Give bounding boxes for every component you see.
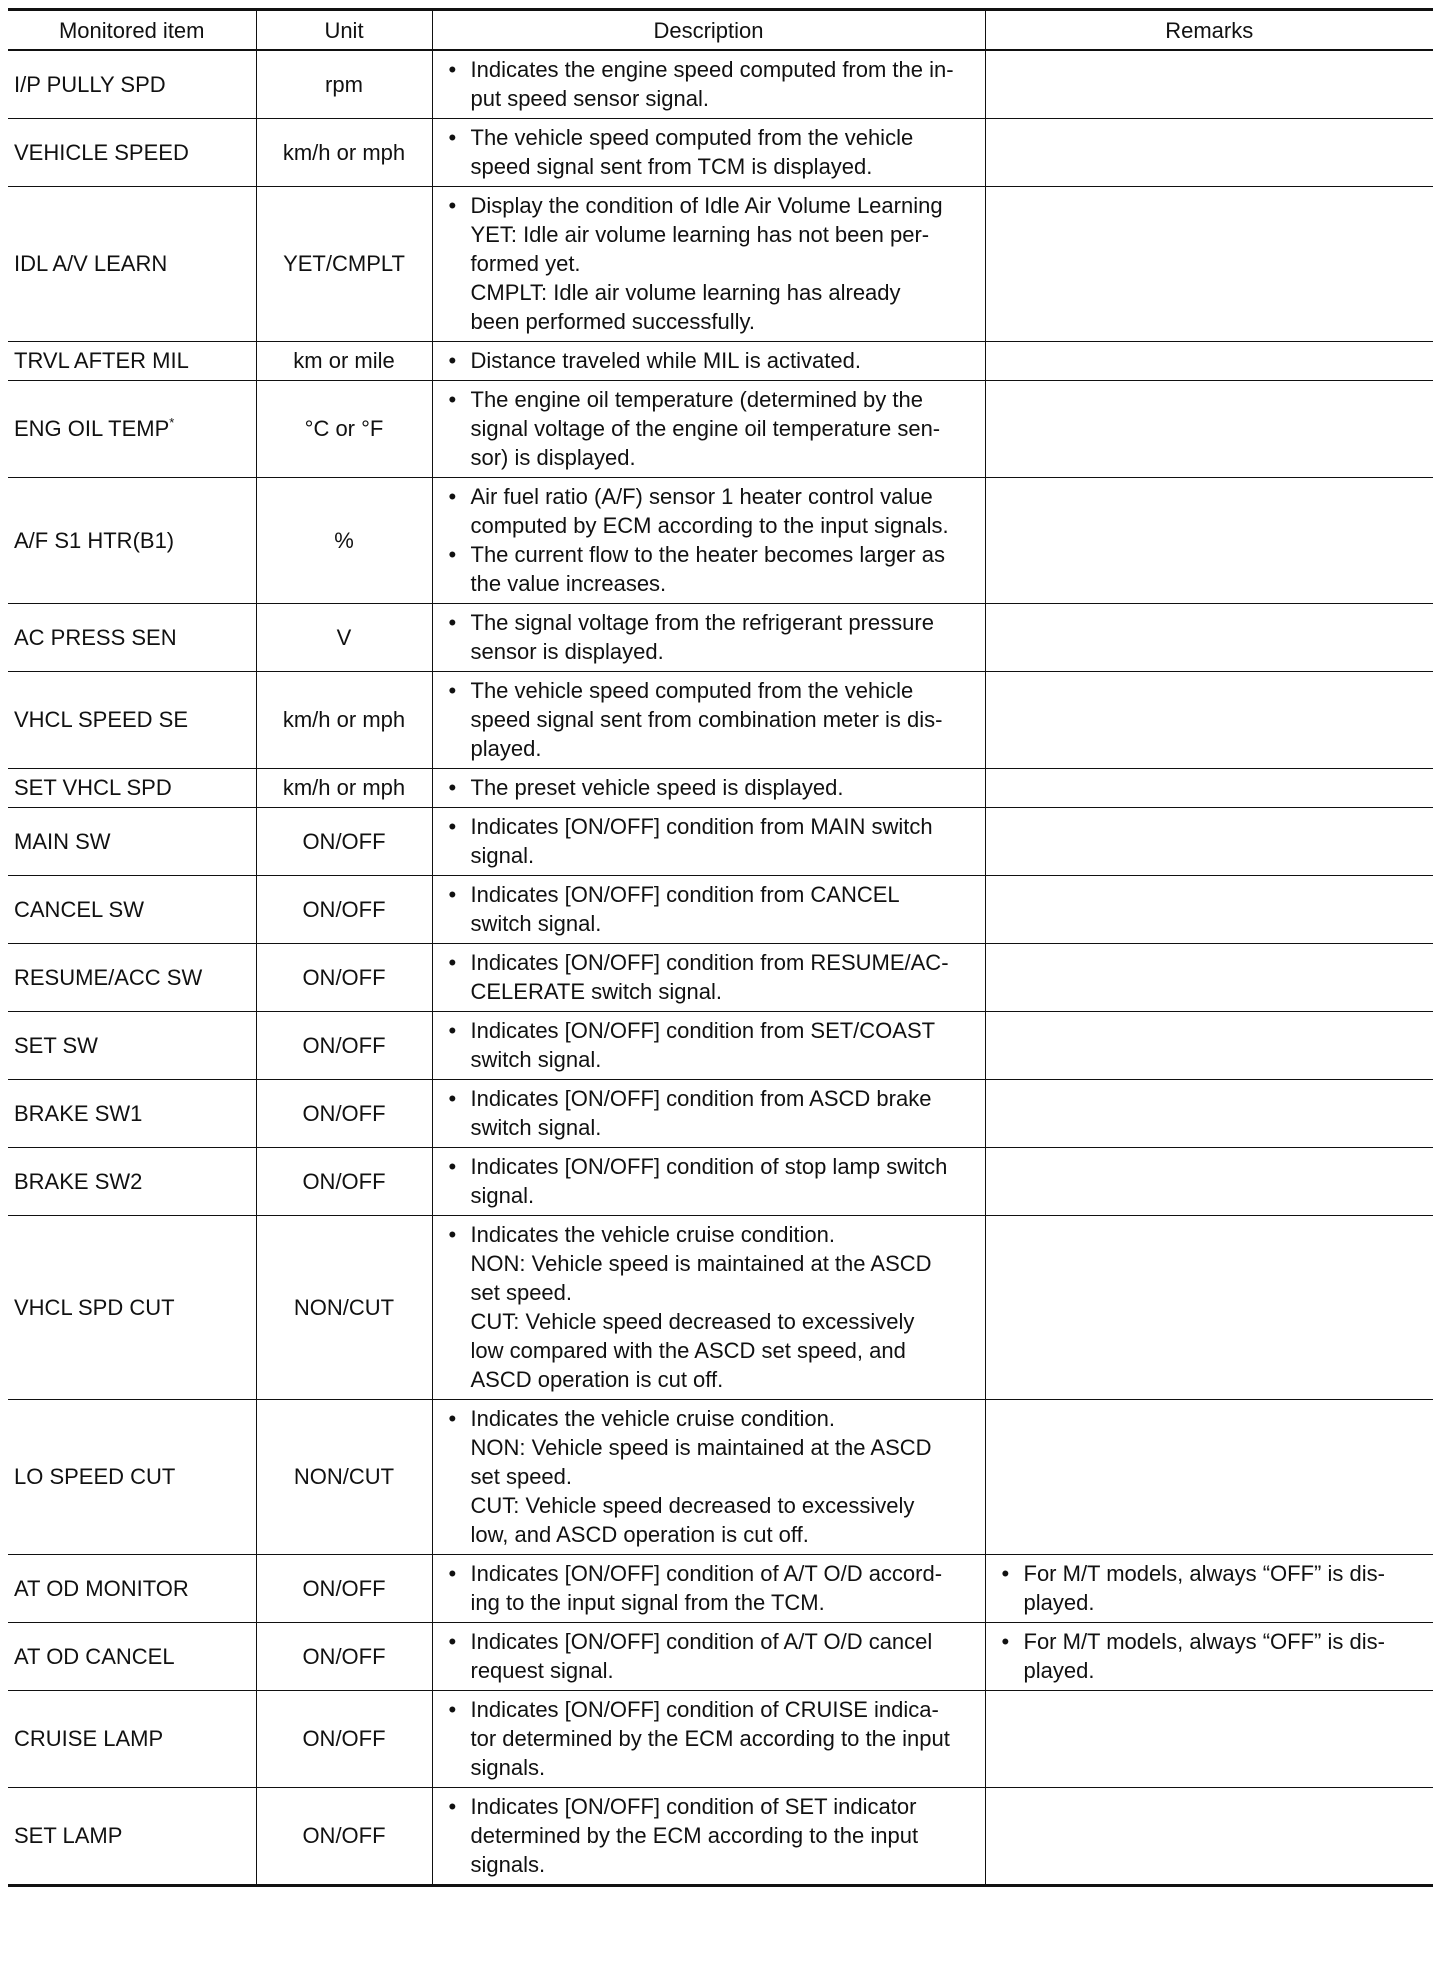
monitored-item-cell	[8, 1788, 256, 1886]
monitored-item-name: ENG OIL TEMP	[14, 416, 170, 441]
remarks-cell	[985, 1788, 1433, 1886]
monitored-item-name: I/P PULLY SPD	[14, 71, 166, 97]
description-cell	[432, 1216, 985, 1400]
monitored-item-name: VHCL SPEED SE	[14, 707, 189, 732]
description-bullet: • Indicates [ON/OFF] condition of A/T O/D accord- ing to the input signal from the TCM.	[439, 1559, 979, 1617]
remarks-cell	[985, 1012, 1433, 1080]
monitored-item-name: CRUISE LAMP	[14, 1726, 164, 1751]
monitored-item-name: AC PRESS SEN	[14, 624, 177, 650]
unit-cell: YET/CMPLT	[256, 187, 432, 342]
table-row	[8, 1148, 1433, 1216]
monitored-item-name: BRAKE SW1	[14, 1100, 143, 1126]
description-cell	[432, 50, 985, 119]
description-bullet: • Indicates [ON/OFF] condition from MAIN switch signal.	[439, 812, 979, 870]
description-cell	[432, 808, 985, 876]
remarks-cell	[985, 672, 1433, 769]
monitored-item-name: AT OD MONITOR	[14, 1575, 189, 1601]
description-bullet: • Indicates the vehicle cruise condition. NON: Vehicle speed is maintained at the ASCD set speed. CUT: Vehicle speed decreased to excessively low, and ASCD operation is cut off.	[439, 1404, 979, 1549]
header-remarks: Remarks	[985, 10, 1433, 51]
description-bullet: • The engine oil temperature (determined by the signal voltage of the engine oil temperature sen- sor) is displayed.	[439, 385, 979, 472]
description-cell	[432, 769, 985, 808]
unit-cell: ON/OFF	[256, 876, 432, 944]
description-bullet: • Indicates the engine speed computed from the in- put speed sensor signal.	[439, 55, 979, 113]
monitored-item-cell	[8, 808, 256, 876]
unit-cell: %	[256, 478, 432, 604]
monitored-item-name: AT OD CANCEL	[14, 1643, 175, 1669]
monitored-item-name: SET VHCL SPD	[14, 775, 172, 800]
unit-cell: km/h or mph	[256, 119, 432, 187]
table-row	[8, 381, 1433, 478]
remarks-bullet: • For M/T models, always “OFF” is dis- played.	[992, 1559, 1428, 1617]
monitored-item-cell	[8, 342, 256, 381]
unit-cell: km/h or mph	[256, 769, 432, 808]
table-row	[8, 1691, 1433, 1788]
footnote-marker: *	[169, 415, 175, 430]
description-bullet: • The vehicle speed computed from the vehicle speed signal sent from TCM is displayed.	[439, 123, 979, 181]
table-row	[8, 50, 1433, 119]
description-bullet: • Indicates [ON/OFF] condition from SET/COAST switch signal.	[439, 1016, 979, 1074]
description-bullet: • Indicates [ON/OFF] condition of CRUISE indica- tor determined by the ECM according to the input signals.	[439, 1695, 979, 1782]
description-cell	[432, 1080, 985, 1148]
monitored-item-cell	[8, 1216, 256, 1400]
table-row	[8, 944, 1433, 1012]
remarks-cell	[985, 1623, 1433, 1691]
remarks-cell	[985, 1148, 1433, 1216]
remarks-cell	[985, 604, 1433, 672]
monitored-item-cell	[8, 381, 256, 478]
description-cell	[432, 119, 985, 187]
description-bullet: • Indicates [ON/OFF] condition from RESUME/AC- CELERATE switch signal.	[439, 948, 979, 1006]
unit-cell: ON/OFF	[256, 808, 432, 876]
description-bullet: • Indicates the vehicle cruise condition. NON: Vehicle speed is maintained at the ASCD set speed. CUT: Vehicle speed decreased to excessively low compared with the ASCD set speed, and ASCD operation is cut off.	[439, 1220, 979, 1394]
monitored-item-cell	[8, 1080, 256, 1148]
description-bullet: • The current flow to the heater becomes larger as the value increases.	[439, 540, 979, 598]
unit-cell: ON/OFF	[256, 1788, 432, 1886]
monitored-item-name: SET LAMP	[14, 1823, 123, 1848]
description-cell	[432, 381, 985, 478]
description-bullet: • Indicates [ON/OFF] condition of SET indicator determined by the ECM according to the input signals.	[439, 1792, 979, 1879]
description-bullet: • Display the condition of Idle Air Volume Learning YET: Idle air volume learning has not been per- formed yet. CMPLT: Idle air volume learning has already been performed successfully.	[439, 191, 979, 336]
remarks-cell	[985, 944, 1433, 1012]
description-cell	[432, 478, 985, 604]
remarks-cell	[985, 808, 1433, 876]
remarks-cell	[985, 1080, 1433, 1148]
unit-cell: ON/OFF	[256, 1148, 432, 1216]
description-cell	[432, 1555, 985, 1623]
monitored-item-cell	[8, 769, 256, 808]
monitored-item-name: MAIN SW	[14, 828, 111, 854]
table-row	[8, 808, 1433, 876]
remarks-cell	[985, 876, 1433, 944]
table-row	[8, 342, 1433, 381]
remarks-cell	[985, 769, 1433, 808]
table-row	[8, 769, 1433, 808]
unit-cell: km or mile	[256, 342, 432, 381]
table-row	[8, 876, 1433, 944]
remarks-cell	[985, 1691, 1433, 1788]
description-cell	[432, 342, 985, 381]
monitored-item-cell	[8, 50, 256, 119]
monitored-item-cell	[8, 672, 256, 769]
monitored-item-name: CANCEL SW	[14, 896, 144, 922]
description-bullet: • Indicates [ON/OFF] condition of stop lamp switch signal.	[439, 1152, 979, 1210]
monitored-item-cell	[8, 1012, 256, 1080]
unit-cell: ON/OFF	[256, 1623, 432, 1691]
unit-cell: NON/CUT	[256, 1216, 432, 1400]
monitored-item-cell	[8, 1623, 256, 1691]
description-bullet: • Air fuel ratio (A/F) sensor 1 heater control value computed by ECM according to the input signals.	[439, 482, 979, 540]
description-bullet: • Distance traveled while MIL is activated.	[439, 346, 979, 375]
remarks-cell	[985, 1216, 1433, 1400]
monitored-item-name: A/F S1 HTR(B1)	[14, 527, 175, 553]
remarks-cell	[985, 478, 1433, 604]
remarks-cell	[985, 342, 1433, 381]
unit-cell: °C or °F	[256, 381, 432, 478]
table-row	[8, 1012, 1433, 1080]
description-cell	[432, 944, 985, 1012]
description-cell	[432, 1148, 985, 1216]
description-bullet: • The vehicle speed computed from the vehicle speed signal sent from combination meter is dis- played.	[439, 676, 979, 763]
header-monitored-item: Monitored item	[8, 10, 256, 51]
description-cell	[432, 1400, 985, 1555]
remarks-cell	[985, 119, 1433, 187]
monitored-item-name: SET SW	[14, 1032, 98, 1058]
monitored-item-name: IDL A/V LEARN	[14, 251, 168, 276]
description-cell	[432, 1012, 985, 1080]
remarks-cell	[985, 1400, 1433, 1555]
description-cell	[432, 672, 985, 769]
table-row	[8, 1400, 1433, 1555]
table-row	[8, 478, 1433, 604]
table-row	[8, 1080, 1433, 1148]
description-cell	[432, 604, 985, 672]
monitored-item-name: VEHICLE SPEED	[14, 139, 189, 165]
monitored-items-table	[8, 8, 1433, 1887]
monitored-item-name: BRAKE SW2	[14, 1168, 143, 1194]
description-bullet: • The signal voltage from the refrigerant pressure sensor is displayed.	[439, 608, 979, 666]
unit-cell: ON/OFF	[256, 1555, 432, 1623]
unit-cell: NON/CUT	[256, 1400, 432, 1555]
monitored-item-cell	[8, 1400, 256, 1555]
header-row	[8, 10, 1433, 51]
table-row	[8, 1555, 1433, 1623]
monitored-item-cell	[8, 1148, 256, 1216]
remarks-cell	[985, 381, 1433, 478]
unit-cell: ON/OFF	[256, 944, 432, 1012]
unit-cell: ON/OFF	[256, 1080, 432, 1148]
unit-cell: V	[256, 604, 432, 672]
unit-cell: ON/OFF	[256, 1691, 432, 1788]
monitored-item-name: RESUME/ACC SW	[14, 964, 203, 990]
description-cell	[432, 876, 985, 944]
description-cell	[432, 1691, 985, 1788]
description-cell	[432, 1623, 985, 1691]
description-bullet: • Indicates [ON/OFF] condition from ASCD brake switch signal.	[439, 1084, 979, 1142]
description-bullet: • Indicates [ON/OFF] condition of A/T O/D cancel request signal.	[439, 1627, 979, 1685]
header-unit: Unit	[256, 10, 432, 51]
remarks-bullet: • For M/T models, always “OFF” is dis- played.	[992, 1627, 1428, 1685]
remarks-cell	[985, 1555, 1433, 1623]
header-description: Description	[432, 10, 985, 51]
table-row	[8, 1623, 1433, 1691]
table-body	[8, 50, 1433, 1886]
description-cell	[432, 1788, 985, 1886]
unit-cell: rpm	[256, 50, 432, 119]
table-row	[8, 1216, 1433, 1400]
monitored-item-cell	[8, 1555, 256, 1623]
table-row	[8, 187, 1433, 342]
monitored-item-name: VHCL SPD CUT	[14, 1294, 175, 1320]
remarks-cell	[985, 187, 1433, 342]
monitored-item-cell	[8, 1691, 256, 1788]
monitored-item-cell	[8, 478, 256, 604]
monitored-item-cell	[8, 187, 256, 342]
description-bullet: • The preset vehicle speed is displayed.	[439, 773, 979, 802]
table-row	[8, 672, 1433, 769]
unit-cell: ON/OFF	[256, 1012, 432, 1080]
description-bullet: • Indicates [ON/OFF] condition from CANCEL switch signal.	[439, 880, 979, 938]
table-row	[8, 119, 1433, 187]
monitored-item-cell	[8, 604, 256, 672]
monitored-item-cell	[8, 876, 256, 944]
monitored-item-cell	[8, 119, 256, 187]
monitored-item-cell	[8, 944, 256, 1012]
description-cell	[432, 187, 985, 342]
monitored-item-name: TRVL AFTER MIL	[14, 348, 189, 373]
table-row	[8, 1788, 1433, 1886]
table-row	[8, 604, 1433, 672]
remarks-cell	[985, 50, 1433, 119]
monitored-item-name: LO SPEED CUT	[14, 1464, 176, 1489]
unit-cell: km/h or mph	[256, 672, 432, 769]
